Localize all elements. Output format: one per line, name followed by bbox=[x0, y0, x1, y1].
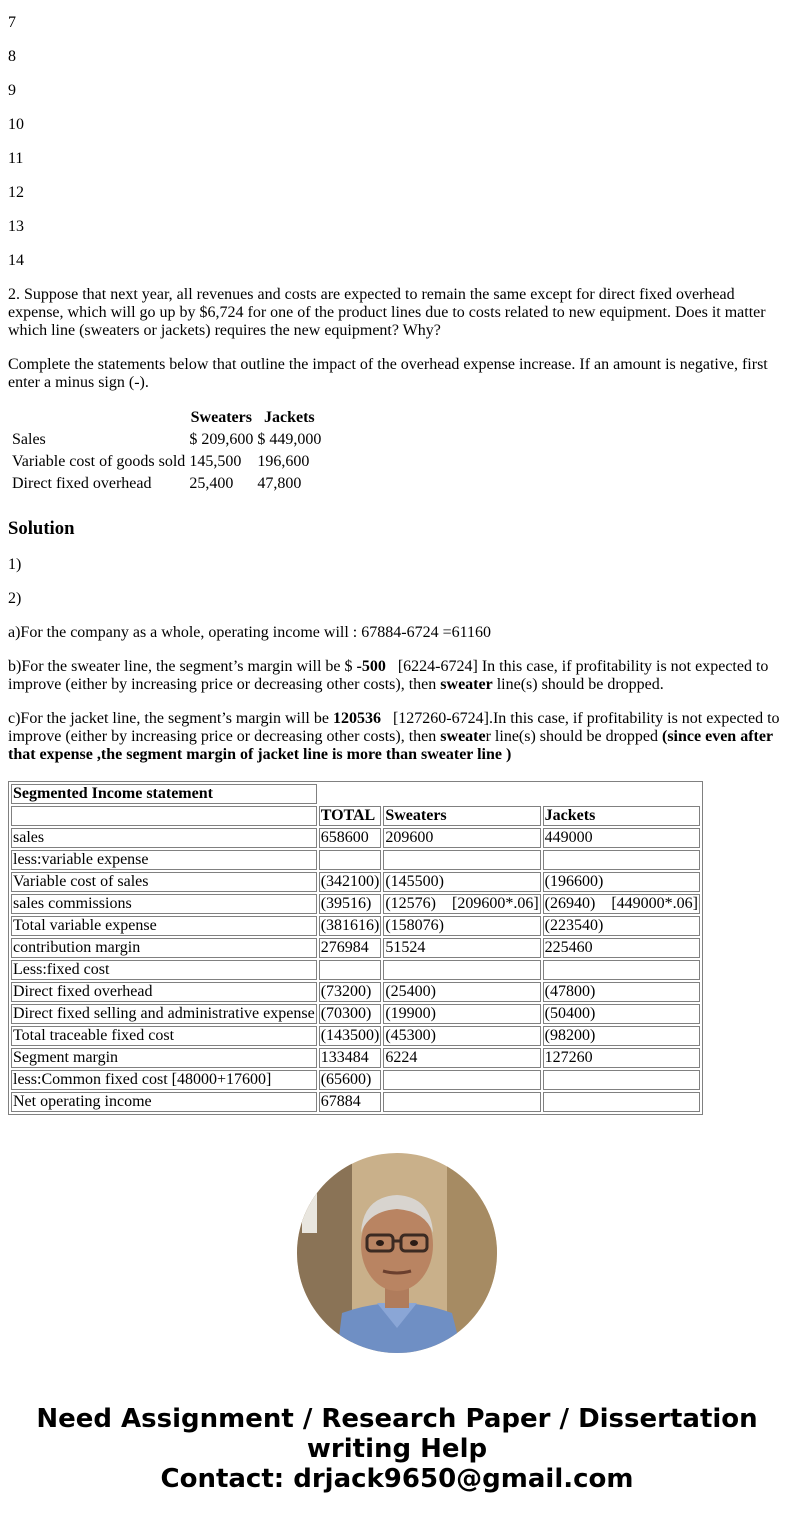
table-header: Sweaters bbox=[190, 409, 252, 426]
table-cell: Direct fixed selling and administrative expense bbox=[13, 1005, 315, 1022]
list-number: 13 bbox=[8, 218, 24, 235]
table-cell: (381616) bbox=[320, 917, 380, 934]
table-cell: Direct fixed overhead bbox=[11, 982, 317, 1002]
part-1-label: 1) bbox=[8, 556, 22, 573]
table-title: Segmented Income statement bbox=[11, 784, 317, 804]
table-cell: (223540) bbox=[543, 916, 700, 936]
table-cell: contribution margin bbox=[11, 938, 317, 958]
table-cell bbox=[383, 850, 540, 870]
table-row bbox=[11, 938, 700, 958]
table-cell: 67884 bbox=[319, 1092, 382, 1112]
list-number: 11 bbox=[8, 150, 24, 167]
table-row bbox=[11, 1092, 700, 1112]
table-cell: Segment margin bbox=[11, 1048, 317, 1068]
table-row bbox=[11, 430, 322, 450]
table-row bbox=[11, 474, 322, 494]
table-row bbox=[11, 894, 700, 914]
table-cell: less:variable expense bbox=[11, 850, 317, 870]
promo-line: Need Assignment / Research Paper / Dissertation bbox=[36, 1404, 758, 1434]
answer-c-mid2: r line(s) should be dropped bbox=[485, 728, 662, 745]
table-cell: (342100) bbox=[320, 873, 380, 890]
table-row bbox=[11, 828, 700, 848]
table-header bbox=[11, 408, 186, 428]
table-cell: 658600 bbox=[319, 828, 382, 848]
table-cell: (158076) bbox=[383, 916, 540, 936]
table-cell: 449000 bbox=[543, 828, 700, 848]
answer-b bbox=[8, 658, 786, 694]
table-cell: Less:fixed cost bbox=[11, 960, 317, 980]
product-data-table bbox=[9, 406, 324, 496]
table-cell bbox=[543, 1070, 700, 1090]
table-cell: less:Common fixed cost [48000+17600] bbox=[11, 1070, 317, 1090]
table-header: Sweaters bbox=[383, 806, 540, 826]
table-cell: 47,800 bbox=[257, 475, 302, 492]
list-number: 9 bbox=[8, 82, 16, 99]
table-cell: (19900) bbox=[383, 1004, 540, 1024]
table-cell: (45300) bbox=[383, 1026, 540, 1046]
list-number: 8 bbox=[8, 48, 16, 65]
table-cell bbox=[543, 850, 700, 870]
table-cell: (12576) [209600*.06] bbox=[385, 895, 539, 912]
table-cell: (65600) bbox=[319, 1070, 382, 1090]
table-cell: (70300) bbox=[319, 1004, 382, 1024]
table-cell: 51524 bbox=[383, 938, 540, 958]
table-cell: 6224 bbox=[383, 1048, 540, 1068]
table-cell bbox=[383, 1092, 540, 1112]
table-header: TOTAL bbox=[319, 806, 382, 826]
table-cell: $ 209,600 bbox=[189, 431, 254, 448]
table-row bbox=[11, 916, 700, 936]
table-cell: Total variable expense bbox=[11, 916, 317, 936]
answer-c-note: (since even after that expense ,the segment margin of jacket line is more than sweater line ) bbox=[8, 728, 773, 763]
table-cell: sales bbox=[11, 828, 317, 848]
answer-b-value: -500 bbox=[356, 658, 386, 675]
table-cell: (98200) bbox=[543, 1026, 700, 1046]
table-cell: $ 449,000 bbox=[257, 431, 322, 448]
table-cell: (143500) bbox=[320, 1027, 380, 1044]
answer-b-pre: b)For the sweater line, the segment’s margin will be $ bbox=[8, 658, 357, 675]
table-row bbox=[11, 850, 700, 870]
answer-c-pre: c)For the jacket line, the segment’s margin will be bbox=[8, 710, 333, 727]
table-cell: 196,600 bbox=[257, 453, 310, 470]
answer-b-post: line(s) should be dropped. bbox=[492, 676, 664, 693]
promo-footer bbox=[0, 1404, 794, 1494]
contact-email: Contact: drjack9650@gmail.com bbox=[160, 1464, 634, 1494]
number-list bbox=[8, 14, 786, 270]
promo-line: writing Help bbox=[306, 1434, 488, 1464]
table-cell: Variable cost of goods sold bbox=[12, 453, 186, 470]
answer-c-line: sweate bbox=[440, 728, 486, 745]
table-cell: (73200) bbox=[319, 982, 382, 1002]
table-cell: 133484 bbox=[319, 1048, 382, 1068]
table-cell: (47800) bbox=[543, 982, 700, 1002]
segmented-income-table bbox=[8, 781, 703, 1115]
list-number: 10 bbox=[8, 116, 24, 133]
table-row bbox=[11, 1004, 700, 1024]
person-portrait-icon bbox=[297, 1153, 497, 1353]
table-cell: 276984 bbox=[319, 938, 382, 958]
table-row bbox=[11, 1026, 700, 1046]
table-row bbox=[11, 1048, 700, 1068]
table-cell bbox=[383, 960, 540, 980]
table-cell: (50400) bbox=[543, 1004, 700, 1024]
table-cell bbox=[543, 960, 700, 980]
document-body bbox=[8, 0, 786, 1115]
instructions-text: Complete the statements below that outline the impact of the overhead expense increase. If an amount is negative, first enter a minus sign (-). bbox=[8, 356, 768, 391]
list-number: 14 bbox=[8, 252, 24, 269]
table-cell: sales commissions bbox=[11, 894, 317, 914]
table-header: Jackets bbox=[263, 409, 315, 426]
table-cell: Net operating income bbox=[11, 1092, 317, 1112]
answer-c-mid: [127260-6724].In this case, if profitability is not expected to improve (either by increasing price or decreasing other costs), then bbox=[8, 710, 780, 745]
table-header-row bbox=[11, 408, 322, 428]
table-row bbox=[11, 1070, 700, 1090]
solution-heading: Solution bbox=[8, 518, 75, 539]
table-cell: 145,500 bbox=[189, 453, 242, 470]
part-2-label: 2) bbox=[8, 590, 22, 607]
table-cell: Direct fixed overhead bbox=[12, 475, 152, 492]
table-cell: 225460 bbox=[543, 938, 700, 958]
table-cell: Variable cost of sales bbox=[11, 872, 317, 892]
table-cell: Total traceable fixed cost bbox=[11, 1026, 317, 1046]
table-cell: 25,400 bbox=[189, 475, 234, 492]
answer-a: a)For the company as a whole, operating income will : 67884-6724 =61160 bbox=[8, 624, 491, 641]
table-cell: 127260 bbox=[543, 1048, 700, 1068]
list-number: 12 bbox=[8, 184, 24, 201]
table-cell bbox=[319, 960, 382, 980]
table-cell: 209600 bbox=[383, 828, 540, 848]
table-row bbox=[11, 982, 700, 1002]
answer-b-mid: [6224-6724] In this case, if profitability is not expected to improve (either by increasing price or decreasing other costs), then bbox=[8, 658, 769, 693]
table-cell: Sales bbox=[12, 431, 46, 448]
table-cell: (196600) bbox=[543, 872, 700, 892]
table-header-row bbox=[11, 806, 700, 826]
author-photo bbox=[297, 1153, 497, 1353]
table-cell bbox=[383, 1070, 540, 1090]
table-cell: (26940) [449000*.06] bbox=[544, 895, 698, 912]
table-title-row bbox=[11, 784, 700, 804]
answer-b-line: sweater bbox=[440, 676, 493, 693]
list-number: 7 bbox=[8, 14, 16, 31]
table-cell bbox=[319, 850, 382, 870]
answer-c bbox=[8, 710, 786, 764]
table-row bbox=[11, 452, 322, 472]
table-header bbox=[11, 806, 317, 826]
table-cell: (145500) bbox=[383, 872, 540, 892]
table-cell: (25400) bbox=[383, 982, 540, 1002]
table-row bbox=[11, 960, 700, 980]
answer-c-value: 120536 bbox=[332, 710, 381, 727]
table-row bbox=[11, 872, 700, 892]
table-cell: (39516) bbox=[319, 894, 382, 914]
table-cell bbox=[543, 1092, 700, 1112]
table-header: Jackets bbox=[543, 806, 700, 826]
question-text: 2. Suppose that next year, all revenues and costs are expected to remain the same except for direct fixed overhead expense, which will go up by $6,724 for one of the product lines due to costs related to new equipment. Does it matter which line (sweaters or jackets) requires the new equipment? Why? bbox=[8, 286, 766, 339]
